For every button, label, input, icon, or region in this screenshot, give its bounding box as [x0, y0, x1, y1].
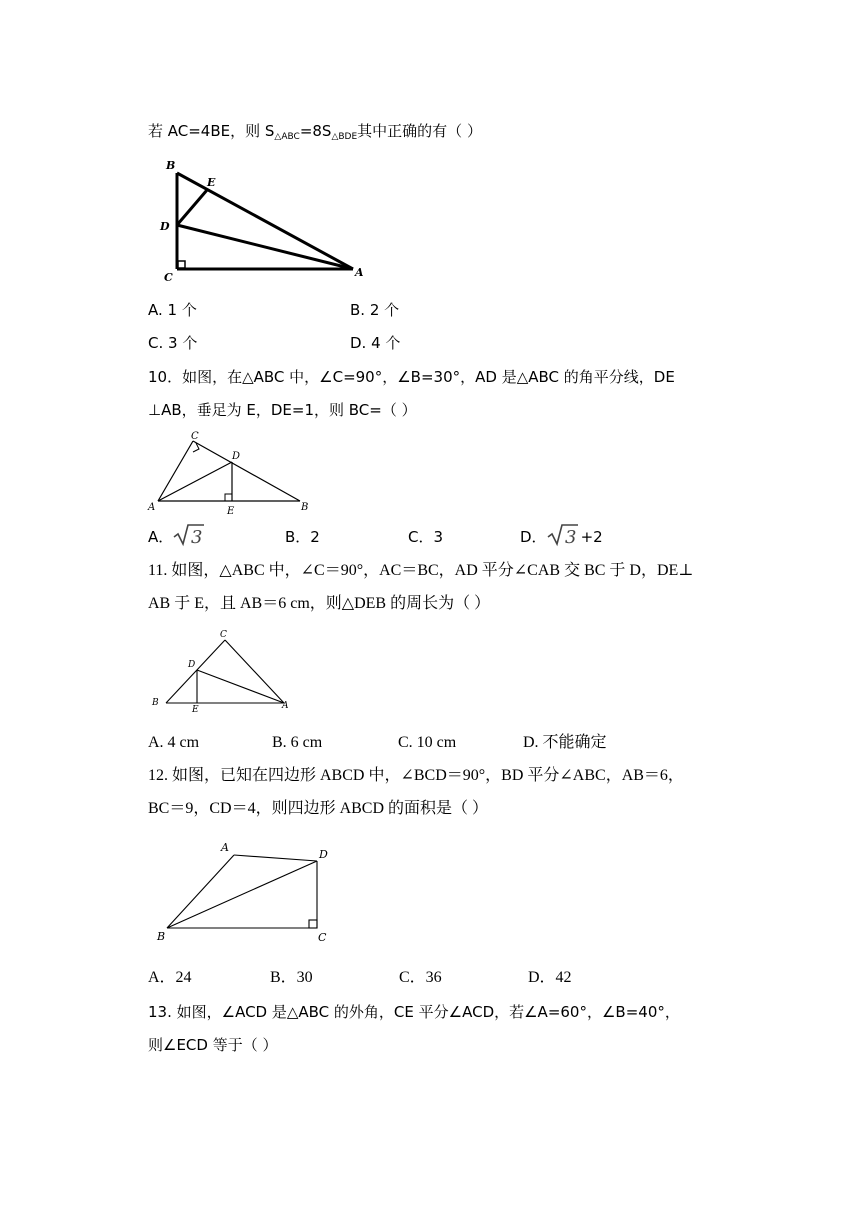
- q9-figure: [155, 157, 385, 282]
- q10-option-c: C．3: [408, 528, 444, 546]
- q10-option-b: B．2: [285, 528, 320, 546]
- q10-label-E: E: [227, 506, 235, 517]
- sqrt-icon: [173, 523, 205, 547]
- svg-text:3: 3: [564, 526, 577, 548]
- q9-option-b: B. 2 个: [350, 301, 400, 319]
- q13-stem-line1: 13. 如图，∠ACD 是△ABC 的外角，CE 平分∠ACD，若∠A=60°，∠B=40°，: [148, 1003, 680, 1021]
- q9-label-C: C: [164, 271, 173, 284]
- q10-stem-line1: 10．如图，在△ABC 中，∠C=90°，∠B=30°，AD 是△ABC 的角平分线，DE: [148, 368, 675, 386]
- q10-label-D: D: [232, 451, 241, 462]
- q9-stem: 若 AC=4BE，则 $S_{\triangle ABC}=8S_{\triangle BDE}$其中正确的有（ ）: [148, 122, 482, 142]
- q11-label-D: D: [188, 660, 196, 670]
- q9-option-a: A. 1 个: [148, 301, 197, 319]
- q10-option-d: D． 3 +2: [520, 527, 603, 547]
- q12-label-C: C: [318, 931, 327, 944]
- q12-stem-line1: 12. 如图，已知在四边形 ABCD 中，∠BCD＝90°，BD 平分∠ABC，AB＝6，: [148, 767, 684, 784]
- q12-label-A: A: [221, 841, 229, 854]
- q10-label-B: B: [301, 502, 309, 513]
- q10-stem-line2: ⊥AB，垂足为 E，DE=1，则 BC=（ ）: [148, 401, 417, 419]
- q10-label-A: A: [148, 502, 156, 513]
- q11-label-B: B: [152, 698, 159, 708]
- q9-label-D: D: [160, 220, 170, 233]
- q11-option-d: D. 不能确定: [523, 734, 607, 751]
- q9-label-E: E: [207, 176, 216, 189]
- q11-label-A: A: [282, 701, 289, 711]
- q12-option-b: B．30: [270, 969, 313, 986]
- q10-label-C: C: [191, 431, 199, 442]
- q11-label-C: C: [220, 630, 227, 640]
- q11-option-a: A. 4 cm: [148, 734, 200, 751]
- q11-option-c: C. 10 cm: [398, 734, 457, 751]
- svg-text:3: 3: [191, 526, 203, 548]
- q12-label-B: B: [157, 930, 166, 943]
- q9-label-A: A: [355, 266, 364, 279]
- q11-stem-line2: AB 于 E，且 AB＝6 cm，则△DEB 的周长为（ ）: [148, 595, 491, 612]
- q9-label-B: B: [166, 159, 176, 172]
- q9-option-d: D. 4 个: [350, 334, 401, 352]
- q10-figure: [148, 430, 318, 520]
- q12-option-d: D．42: [528, 969, 572, 986]
- q12-option-a: A．24: [148, 969, 192, 986]
- q10-option-a: A． 3: [148, 527, 205, 547]
- q9-option-c: C. 3 个: [148, 334, 198, 352]
- q11-stem-line1: 11. 如图，△ABC 中，∠C＝90°，AC＝BC，AD 平分∠CAB 交 BC 于 D，DE⊥: [148, 562, 694, 579]
- q11-figure: [148, 630, 298, 720]
- sqrt-icon: [547, 523, 579, 547]
- q11-option-b: B. 6 cm: [272, 734, 323, 751]
- q12-option-c: C．36: [399, 969, 442, 986]
- q11-label-E: E: [192, 705, 199, 715]
- q12-stem-line2: BC＝9，CD＝4，则四边形 ABCD 的面积是（ ）: [148, 800, 489, 817]
- q12-figure: [155, 836, 355, 951]
- q12-label-D: D: [319, 848, 328, 861]
- q13-stem-line2: 则∠ECD 等于（ ）: [148, 1036, 278, 1054]
